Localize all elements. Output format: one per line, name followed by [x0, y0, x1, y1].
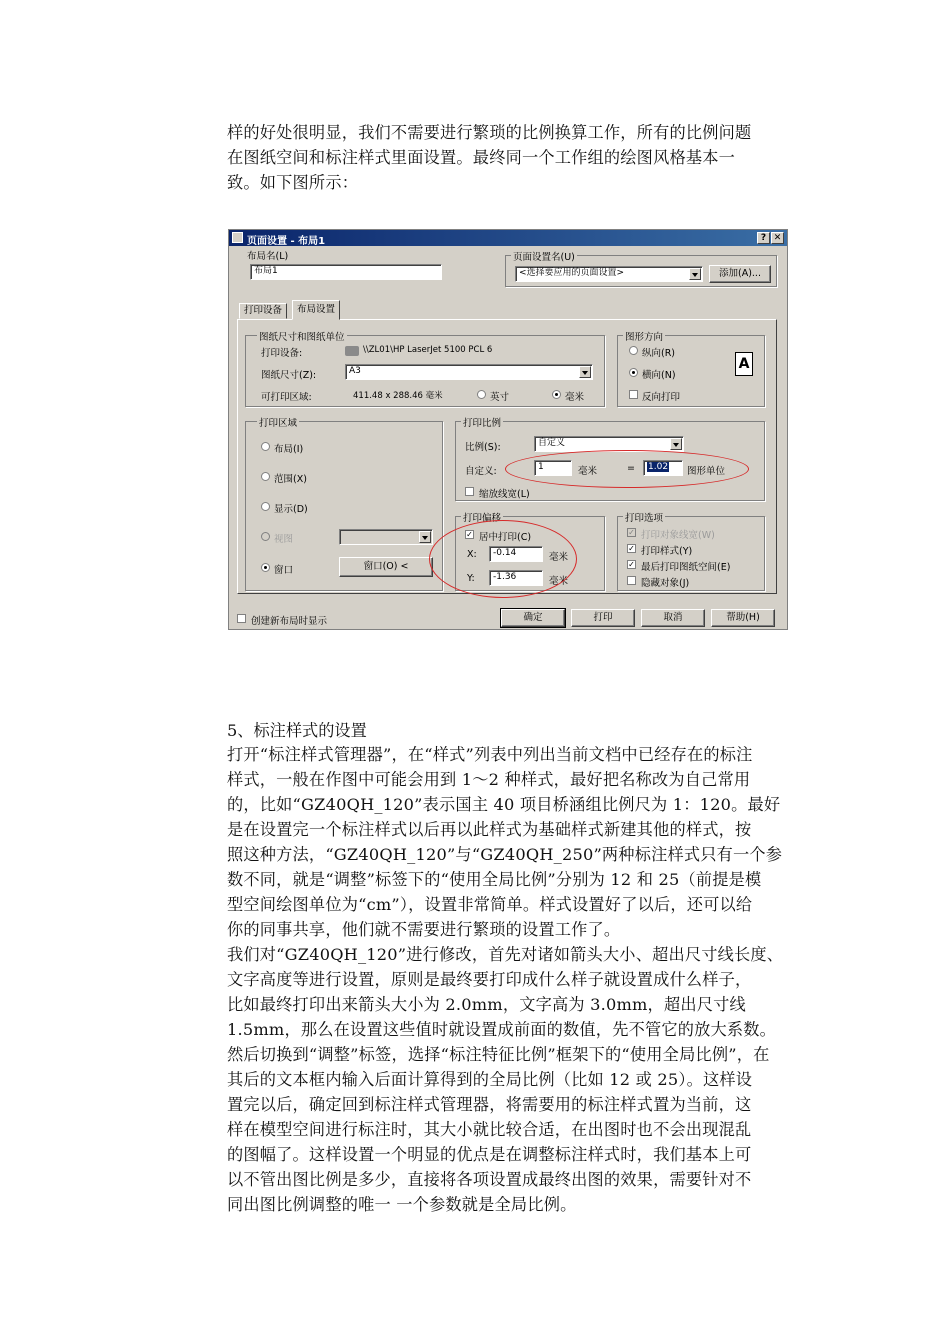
area-window-radio[interactable] [261, 563, 270, 572]
plot-offset-group-label: 打印偏移 [461, 510, 503, 524]
plot-lineweights-checkbox[interactable]: ✓ [628, 528, 635, 537]
custom-scale-mm-input[interactable]: 1 [534, 460, 572, 476]
ok-button[interactable]: 确定 [501, 609, 565, 627]
unit-mm-label: 毫米 [565, 392, 585, 403]
center-plot-checkbox[interactable]: ✓ [466, 530, 473, 539]
chevron-down-icon[interactable] [689, 268, 701, 280]
portrait-label: 纵向(R) [642, 348, 676, 359]
app-icon [232, 232, 243, 243]
hide-objects-label: 隐藏对象(J) [641, 578, 690, 589]
offset-y-label: Y: [467, 573, 475, 584]
paragraph-line: 型空间绘图单位为“cm”），设置非常简单。样式设置好了以后，还可以给 [227, 895, 753, 914]
plot-device-label: 打印设备: [261, 348, 303, 359]
intro-line: 在图纸空间和标注样式里面设置。最终同一个工作组的绘图风格基本一 [227, 148, 736, 167]
area-extents-radio[interactable] [261, 472, 270, 481]
offset-x-unit: 毫米 [549, 552, 569, 563]
scale-lineweights-label: 缩放线宽(L) [479, 489, 530, 500]
layout-name-input[interactable]: 布局1 [250, 264, 442, 280]
offset-y-unit: 毫米 [549, 576, 569, 587]
center-plot-label: 居中打印(C) [479, 532, 532, 543]
plot-area-group-label: 打印区域 [257, 415, 299, 429]
reverse-print-checkbox[interactable] [629, 390, 638, 399]
portrait-radio[interactable] [629, 346, 638, 355]
paper-size-label: 图纸尺寸(Z): [261, 370, 317, 381]
scale-value: 自定义 [538, 438, 566, 448]
layout-name-label: 布局名(L) [247, 251, 289, 262]
paragraph-line: 以不管出图比例是多少，直接将各项设置成最终出图的效果，需要针对不 [227, 1170, 752, 1189]
chevron-down-icon[interactable] [670, 438, 682, 450]
paper-size-value: A3 [349, 366, 361, 376]
paragraph-line: 打开“标注样式管理器”，在“样式”列表中列出当前文档中已经存在的标注 [227, 745, 753, 764]
hide-objects-checkbox[interactable] [627, 576, 636, 585]
intro-line: 致。如下图所示： [227, 173, 359, 192]
plot-scale-group-label: 打印比例 [461, 415, 503, 429]
custom-scale-unit-input[interactable] [643, 460, 683, 476]
area-layout-label: 布局(I) [274, 444, 304, 455]
area-display-label: 显示(D) [274, 504, 308, 515]
show-on-new-layout-label: 创建新布局时显示 [251, 616, 328, 627]
unit-mm-radio[interactable] [552, 390, 561, 399]
paragraph-line: 置完以后，确定回到标注样式管理器，将需要用的标注样式置为当前，这 [227, 1095, 752, 1114]
plot-styles-checkbox[interactable]: ✓ [628, 544, 635, 553]
dialog-title: 页面设置 - 布局1 [247, 236, 326, 247]
plot-lineweights-label: 打印对象线宽(W) [641, 530, 715, 541]
paper-size-select[interactable] [345, 364, 593, 380]
tab-plot-device[interactable]: 打印设备 [239, 303, 287, 319]
scale-label: 比例(S): [465, 442, 501, 453]
scale-select[interactable] [534, 436, 684, 452]
printer-icon [345, 346, 359, 356]
paperspace-last-checkbox[interactable]: ✓ [628, 560, 635, 569]
chevron-down-icon[interactable] [579, 366, 591, 378]
paragraph-line: 样式，一般在作图中可能会用到 1～2 种样式，最好把名称改为自己常用 [227, 770, 751, 789]
page-setup-name-label: 页面设置名(U) [511, 249, 577, 263]
paper-size-group-label: 图纸尺寸和图纸单位 [257, 329, 347, 343]
section-paragraph-1 [227, 742, 812, 1217]
scale-lineweights-checkbox[interactable] [465, 487, 474, 496]
equals-sign: = [627, 463, 635, 474]
plot-device-value: \\ZL01\HP LaserJet 5100 PCL 6 [363, 345, 493, 355]
help-title-button[interactable]: ? [757, 232, 770, 244]
tab-layout-settings[interactable]: 布局设置 [292, 300, 340, 320]
cancel-button[interactable]: 取消 [641, 609, 705, 627]
page-setup-dialog [228, 229, 788, 630]
area-layout-radio[interactable] [261, 442, 270, 451]
section-heading: 5、标注样式的设置 [227, 721, 367, 740]
paragraph-line: 样在模型空间进行标注时，其大小就比较合适，在出图时也不会出现混乱 [227, 1120, 752, 1139]
help-button[interactable]: 帮助(H) [711, 609, 775, 627]
offset-x-input[interactable]: -0.14 [489, 546, 543, 562]
printable-area-value: 411.48 x 288.46 毫米 [353, 391, 443, 401]
area-window-label: 窗口 [274, 565, 294, 576]
drawing-units-label: 图形单位 [687, 466, 726, 477]
custom-scale-mm-unit: 毫米 [578, 466, 598, 477]
intro-paragraph [227, 120, 812, 195]
paperspace-last-label: 最后打印图纸空间(E) [641, 562, 731, 573]
plot-options-group-label: 打印选项 [623, 510, 665, 524]
paragraph-line: 我们对“GZ40QH_120”进行修改，首先对诸如箭头大小、超出尺寸线长度、 [227, 945, 784, 964]
paragraph-line: 1.5mm，那么在设置这些值时就设置成前面的数值，先不管它的放大系数。 [227, 1020, 777, 1039]
area-view-label: 视图 [274, 534, 294, 545]
unit-inch-label: 英寸 [490, 392, 510, 403]
custom-scale-unit-value: 1.02 [648, 462, 669, 472]
custom-scale-label: 自定义: [465, 466, 497, 477]
paragraph-line: 其后的文本框内输入后面计算得到的全局比例（比如 12 或 25）。这样设 [227, 1070, 753, 1089]
show-on-new-layout-checkbox[interactable] [237, 614, 246, 623]
reverse-print-label: 反向打印 [642, 392, 681, 403]
paragraph-line: 的，比如“GZ40QH_120”表示国主 40 项目桥涵组比例尺为 1：120。最好 [227, 795, 781, 814]
offset-y-input[interactable]: -1.36 [489, 570, 543, 586]
dialog-titlebar [229, 230, 787, 246]
close-button[interactable]: ✕ [771, 232, 784, 244]
area-display-radio[interactable] [261, 502, 270, 511]
page-setup-name-select[interactable] [515, 266, 703, 282]
area-view-radio[interactable] [261, 532, 270, 541]
orientation-preview-icon: A [735, 352, 753, 376]
offset-x-label: X: [467, 549, 477, 560]
paragraph-line: 比如最终打印出来箭头大小为 2.0mm，文字高为 3.0mm，超出尺寸线 [227, 995, 746, 1014]
paragraph-line: 的图幅了。这样设置一个明显的优点是在调整标注样式时，我们基本上可 [227, 1145, 752, 1164]
paragraph-line: 你的同事共享，他们就不需要进行繁琐的设置工作了。 [227, 920, 621, 939]
paragraph-line: 同出图比例调整的唯一 一个参数就是全局比例。 [227, 1195, 577, 1214]
area-extents-label: 范围(X) [274, 474, 307, 485]
print-button[interactable]: 打印 [571, 609, 635, 627]
intro-line: 样的好处很明显，我们不需要进行繁琐的比例换算工作，所有的比例问题 [227, 123, 752, 142]
paragraph-line: 照这种方法，“GZ40QH_120”与“GZ40QH_250”两种标注样式只有一个参 [227, 845, 783, 864]
landscape-label: 横向(N) [642, 370, 676, 381]
paragraph-line: 数不同，就是“调整”标签下的“使用全局比例”分别为 12 和 25（前提是模 [227, 870, 762, 889]
printable-area-label: 可打印区域: [261, 392, 312, 403]
window-pick-button[interactable]: 窗口(O) < [339, 557, 433, 577]
landscape-radio[interactable] [629, 368, 638, 377]
orientation-group-label: 图形方向 [623, 329, 665, 343]
paragraph-line: 然后切换到“调整”标签，选择“标注特征比例”框架下的“使用全局比例”，在 [227, 1045, 770, 1064]
plot-styles-label: 打印样式(Y) [641, 546, 693, 557]
paragraph-line: 是在设置完一个标注样式以后再以此样式为基础样式新建其他的样式，按 [227, 820, 752, 839]
paragraph-line: 文字高度等进行设置，原则是最终要打印成什么样子就设置成什么样子， [227, 970, 752, 989]
page-setup-name-value: <选择要应用的页面设置> [519, 268, 625, 278]
view-select[interactable] [339, 529, 433, 545]
add-button[interactable]: 添加(A)... [709, 265, 771, 283]
chevron-down-icon[interactable] [419, 531, 431, 543]
unit-inch-radio[interactable] [477, 390, 486, 399]
